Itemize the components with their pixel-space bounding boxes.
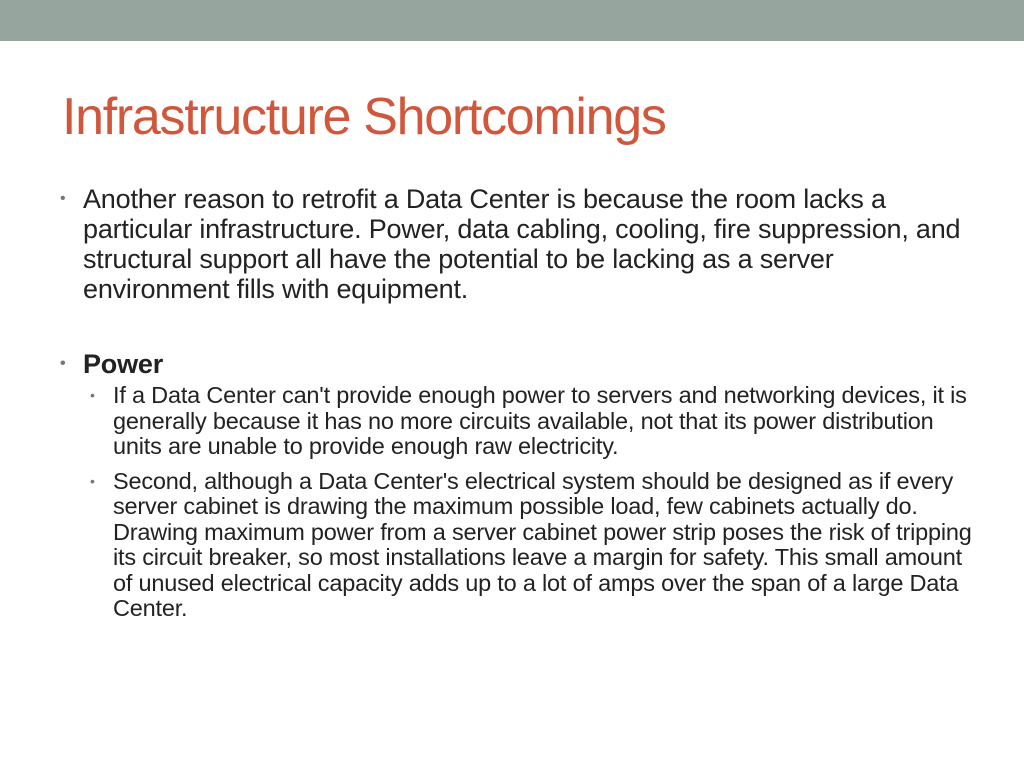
bullet-intro-text: Another reason to retrofit a Data Center is because the room lacks a particular infrastructure. Power, data cabling, cooling, fire suppression, and structural support all have the potential to be lacking as a server environment fills with equipment.	[83, 184, 961, 304]
top-accent-bar	[0, 0, 1024, 41]
power-sub-bullets	[90, 383, 980, 622]
bullet-intro	[60, 184, 963, 304]
bullet-power-text: Power	[83, 349, 164, 379]
bullet-dot-icon: •	[60, 355, 66, 372]
slide-title: Infrastructure Shortcomings	[62, 88, 666, 146]
sub-bullet-circuits	[90, 383, 973, 460]
sub-bullet-margin	[90, 469, 973, 622]
sub-bullet-dot-icon: •	[90, 472, 95, 489]
bullet-dot-icon: •	[60, 190, 66, 207]
sub-bullet-dot-icon: •	[90, 387, 95, 403]
sub-bullet-circuits-text: If a Data Center can't provide enough power to servers and networking devices, it is generally because it has no more circuits available, not that its power distribution units are unable to provide enough raw electricity.	[113, 382, 967, 459]
bullet-power	[60, 349, 980, 379]
slide-body	[60, 184, 980, 631]
sub-bullet-margin-text: Second, although a Data Center's electrical system should be designed as if every server cabinet is drawing the maximum possible load, few cabinets actually do. Drawing maximum power from a server cabinet power strip poses the risk of tripping its circuit breaker, so most installations leave a margin for safety. This small amount of unused electrical capacity adds up to a lot of amps over the span of a large Data Center.	[113, 467, 972, 621]
